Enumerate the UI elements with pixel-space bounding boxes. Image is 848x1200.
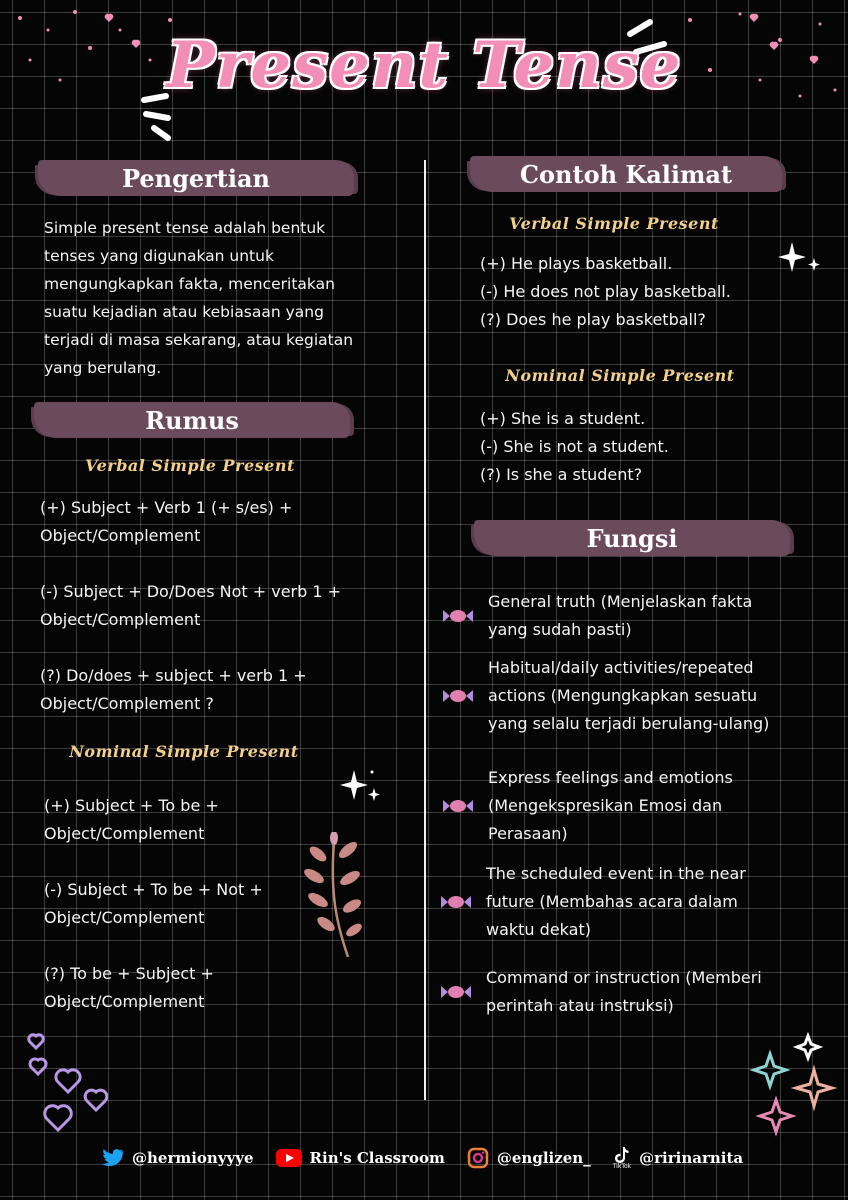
formula-line: (-) Subject + Do/Does Not + verb 1 +: [40, 582, 342, 601]
formula-line: (+) Subject + To be +: [44, 796, 219, 815]
tiktok-icon: [614, 1146, 630, 1164]
instagram-icon: [467, 1147, 489, 1169]
fungsi-item: [442, 588, 752, 644]
fungsi-line: yang selalu terjadi berulang-ulang): [488, 714, 770, 733]
candy-icon: [440, 982, 472, 1002]
candy-icon: [442, 686, 474, 706]
instagram-handle[interactable]: [467, 1147, 591, 1169]
pengertian-line: tenses yang digunakan untuk: [44, 247, 274, 265]
fungsi-item: [440, 860, 746, 944]
candy-icon: [442, 796, 474, 816]
formula-line: Object/Complement: [44, 992, 205, 1011]
pengertian-line: terjadi di masa sekarang, atau kegiatan: [44, 331, 354, 349]
section-banner-pengertian: [38, 160, 354, 196]
formula-line: (+) Subject + Verb 1 (+ s/es) +: [40, 498, 293, 517]
rumus-nominal-question: [44, 960, 344, 1016]
pengertian-line: Simple present tense adalah bentuk: [44, 219, 326, 237]
pengertian-line: yang berulang.: [44, 359, 162, 377]
example-sentence: (+) She is a student.: [480, 409, 646, 428]
candy-icon: [440, 892, 472, 912]
tiktok-label: TikTok: [612, 1163, 632, 1170]
candy-icon: [442, 606, 474, 626]
rumus-nominal-title: Nominal Simple Present: [69, 742, 299, 761]
fungsi-line: Express feelings and emotions: [488, 768, 733, 787]
page-title: Present Tense: [166, 28, 682, 103]
fungsi-line: Perasaan): [488, 824, 568, 843]
twitter-handle[interactable]: [100, 1148, 254, 1168]
section-banner-rumus: [34, 402, 350, 438]
youtube-channel[interactable]: [276, 1149, 445, 1167]
fungsi-line: perintah atau instruksi): [486, 996, 674, 1015]
twitter-handle-text: @hermionyyye: [132, 1149, 254, 1167]
instagram-handle-text: @englizen_: [496, 1149, 591, 1167]
formula-line: Object/Complement: [44, 908, 205, 927]
section-heading-fungsi: Fungsi: [586, 523, 678, 553]
formula-line: Object/Complement: [44, 824, 205, 843]
rumus-verbal-positive: [40, 494, 410, 550]
example-sentence: (?) Is she a student?: [480, 465, 643, 484]
section-heading-contoh: Contoh Kalimat: [519, 159, 733, 189]
leaf-branch-icon: [296, 832, 366, 962]
section-heading-rumus: Rumus: [145, 405, 239, 435]
tiktok-handle-text: @ririnarnita: [639, 1149, 744, 1167]
formula-line: Object/Complement: [40, 526, 201, 545]
fungsi-line: actions (Mengungkapkan sesuatu: [488, 686, 758, 705]
hearts-decoration: [18, 1030, 108, 1140]
sparkle-icon: [774, 238, 824, 278]
fungsi-line: Habitual/daily activities/repeated: [488, 658, 754, 677]
contoh-nominal-list: [480, 405, 800, 489]
fungsi-item: [442, 764, 733, 848]
twitter-icon: [100, 1148, 124, 1168]
fungsi-item: [442, 654, 769, 738]
formula-line: (-) Subject + To be + Not +: [44, 880, 263, 899]
formula-line: (?) Do/does + subject + verb 1 +: [40, 666, 307, 685]
example-sentence: (+) He plays basketball.: [480, 254, 673, 273]
section-banner-fungsi: [474, 520, 790, 556]
tiktok-handle[interactable]: [613, 1146, 743, 1170]
sparkles-decoration: [748, 1030, 838, 1140]
fungsi-line: waktu dekat): [486, 920, 591, 939]
example-sentence: (?) Does he play basketball?: [480, 310, 706, 329]
fungsi-line: The scheduled event in the near: [486, 864, 746, 883]
contoh-nominal-title: Nominal Simple Present: [505, 366, 735, 385]
fungsi-line: Command or instruction (Memberi: [486, 968, 762, 987]
footer-social: [100, 1146, 743, 1170]
fungsi-line: (Mengekspresikan Emosi dan: [488, 796, 723, 815]
section-banner-contoh: [470, 156, 782, 192]
fungsi-line: yang sudah pasti): [488, 620, 632, 639]
pengertian-line: mengungkapkan fakta, menceritakan: [44, 275, 335, 293]
sparkle-icon: [338, 766, 384, 806]
contoh-verbal-title: Verbal Simple Present: [509, 214, 719, 233]
rumus-verbal-title: Verbal Simple Present: [85, 456, 295, 475]
column-divider: [424, 160, 426, 1100]
fungsi-item: [440, 964, 762, 1020]
example-sentence: (-) She is not a student.: [480, 437, 669, 456]
pengertian-line: suatu kejadian atau kebiasaan yang: [44, 303, 324, 321]
example-sentence: (-) He does not play basketball.: [480, 282, 731, 301]
contoh-verbal-list: [480, 250, 800, 334]
fungsi-line: future (Membahas acara dalam: [486, 892, 738, 911]
pengertian-paragraph: [44, 214, 414, 382]
formula-line: Object/Complement: [40, 610, 201, 629]
rumus-verbal-question: [40, 662, 410, 718]
formula-line: Object/Complement ?: [40, 694, 214, 713]
youtube-icon: [276, 1149, 302, 1167]
rumus-verbal-negative: [40, 578, 410, 634]
fungsi-line: General truth (Menjelaskan fakta: [488, 592, 753, 611]
formula-line: (?) To be + Subject +: [44, 964, 214, 983]
section-heading-pengertian: Pengertian: [121, 163, 271, 193]
youtube-channel-text: Rin's Classroom: [309, 1149, 445, 1167]
